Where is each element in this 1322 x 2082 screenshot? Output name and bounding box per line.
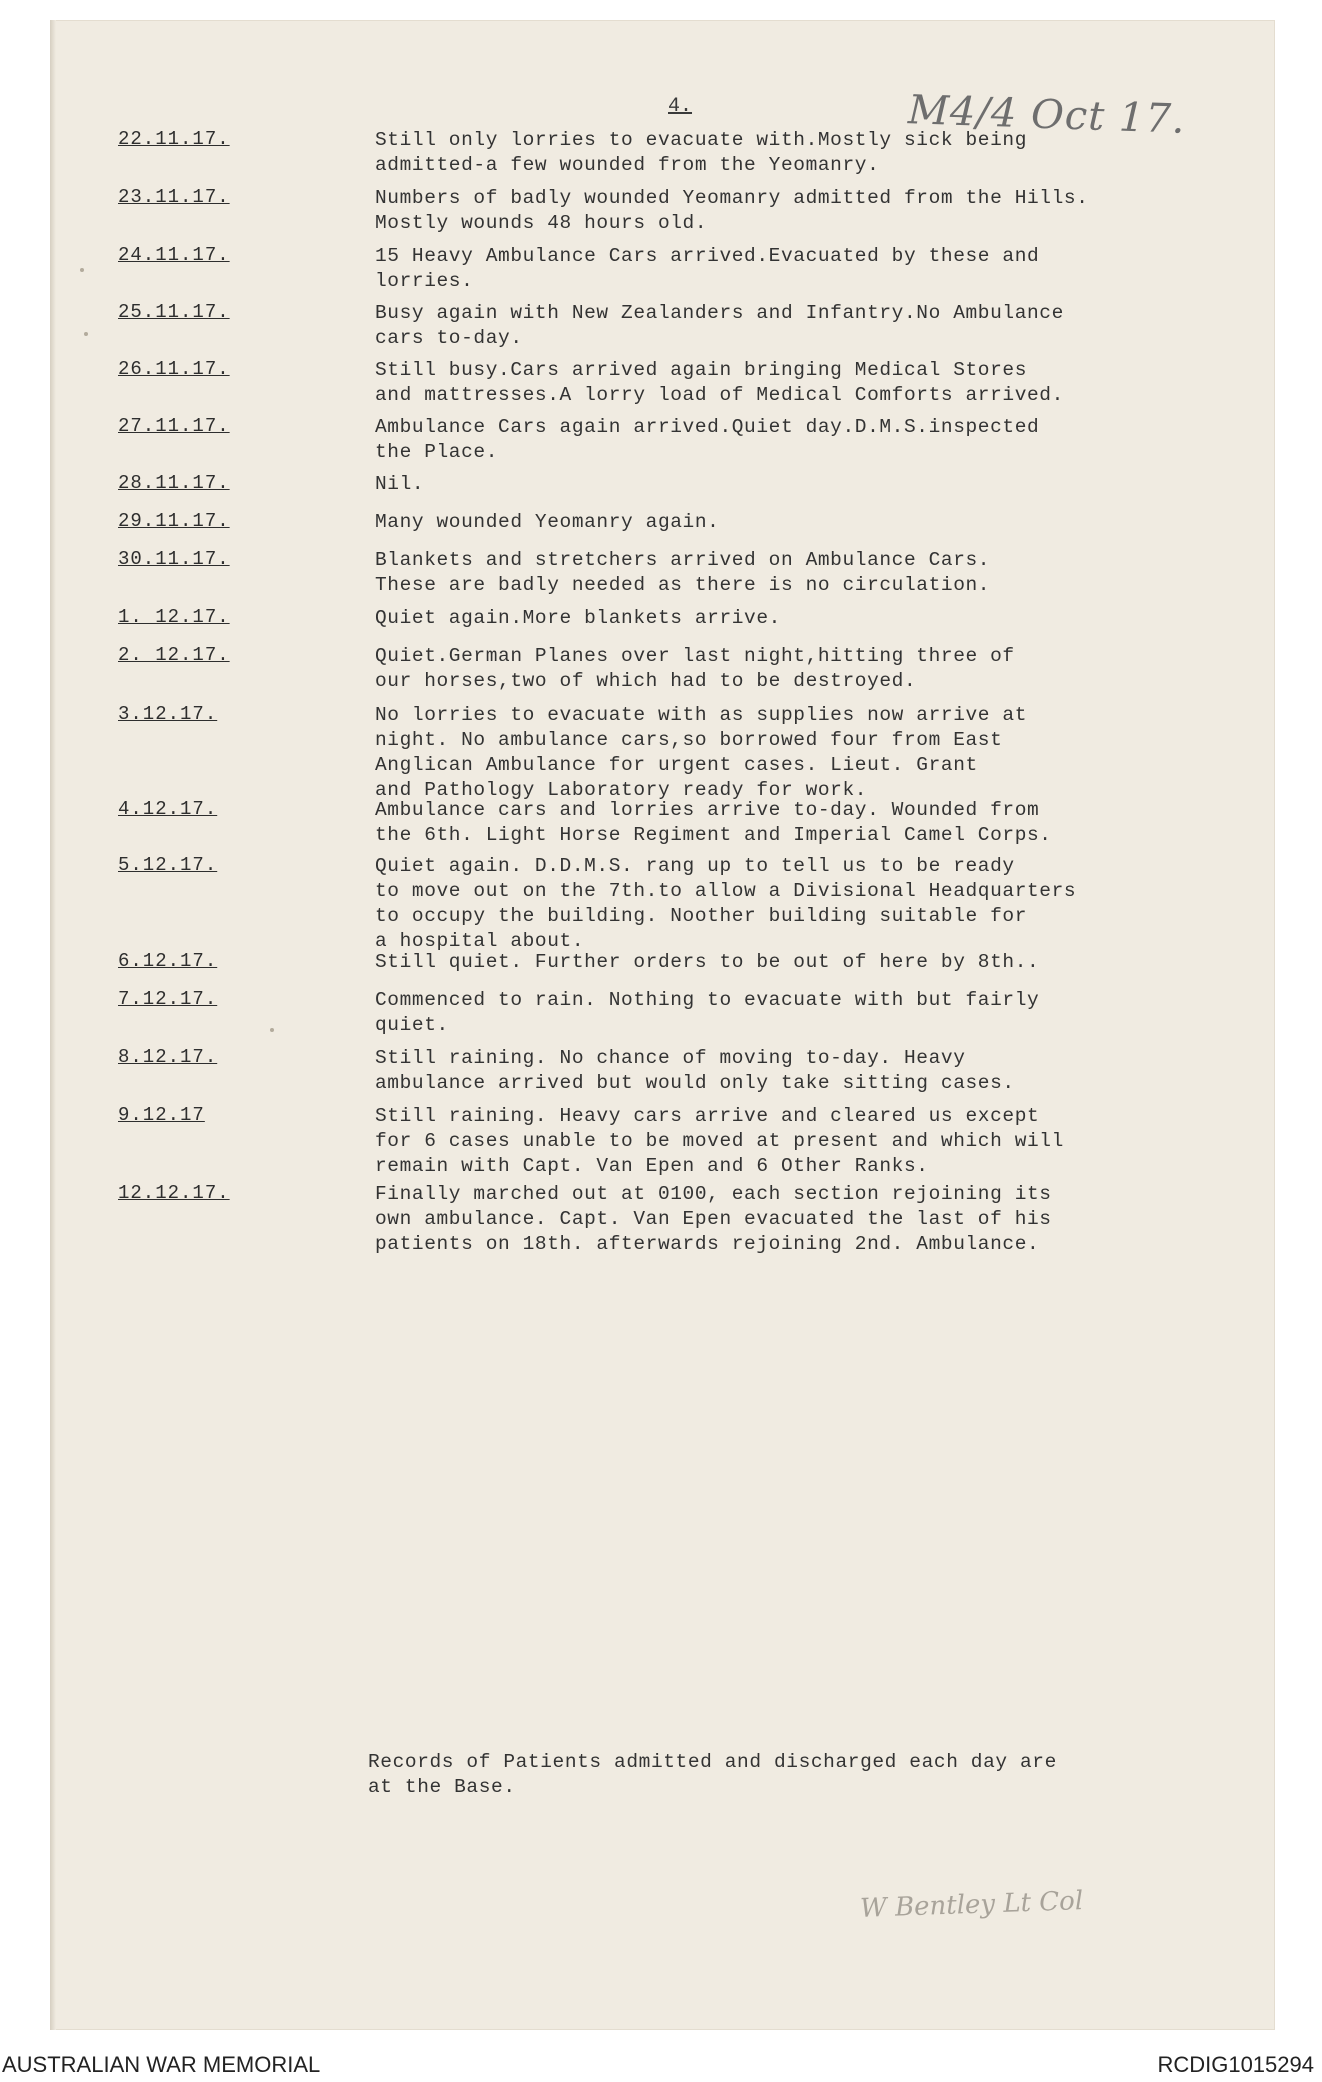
entry-date: 5.12.17. <box>118 854 218 876</box>
entry-text: Still busy.Cars arrived again bringing Medical Stores and mattresses.A lorry load of Medical Comforts arrived. <box>375 359 1064 406</box>
entry-date: 25.11.17. <box>118 301 230 323</box>
entry-date: 12.12.17. <box>118 1182 230 1204</box>
entry-date: 24.11.17. <box>118 244 230 266</box>
entry-text: Quiet.German Planes over last night,hitting three of our horses,two of which had to be destroyed. <box>375 645 1015 692</box>
entry-text: Busy again with New Zealanders and Infantry.No Ambulance cars to-day. <box>375 302 1064 349</box>
archive-reference: RCDIG1015294 <box>1157 2052 1314 2077</box>
entry-text: Still raining. Heavy cars arrive and cleared us except for 6 cases unable to be moved at present and which will remain with Capt. Van Epen and 6 Other Ranks. <box>375 1105 1064 1177</box>
entry-date: 27.11.17. <box>118 415 230 437</box>
entry-text: Quiet again.More blankets arrive. <box>375 607 781 629</box>
entry-text: 15 Heavy Ambulance Cars arrived.Evacuated by these and lorries. <box>375 245 1040 292</box>
paper-speck <box>84 332 88 336</box>
entry-text: Still only lorries to evacuate with.Mostly sick being admitted-a few wounded from the Yeomanry. <box>375 129 1028 176</box>
document-page <box>50 20 1275 2030</box>
entry-text: Numbers of badly wounded Yeomanry admitted from the Hills. Mostly wounds 48 hours old. <box>375 187 1089 234</box>
page-number: 4. <box>668 95 693 118</box>
handwritten-reference-note: M4/4 Oct 17. <box>907 87 1187 143</box>
entry-text: Finally marched out at 0100, each section rejoining its own ambulance. Capt. Van Epen evacuated the last of his patients on 18th. afterwards rejoining 2nd. Ambulance. <box>375 1183 1052 1255</box>
entry-text: Nil. <box>375 473 425 495</box>
entry-text: Still raining. No chance of moving to-day. Heavy ambulance arrived but would only take sitting cases. <box>375 1047 1015 1094</box>
entry-date: 8.12.17. <box>118 1046 218 1068</box>
entry-text: Quiet again. D.D.M.S. rang up to tell us to be ready to move out on the 7th.to allow a Divisional Headquarters to occupy the building. Noother building suitable for a hospital about. <box>375 855 1077 952</box>
entry-text: Ambulance Cars again arrived.Quiet day.D.M.S.inspected the Place. <box>375 416 1040 463</box>
entry-date: 30.11.17. <box>118 548 230 570</box>
paper-speck <box>80 268 84 272</box>
entry-date: 4.12.17. <box>118 798 218 820</box>
entry-date: 26.11.17. <box>118 358 230 380</box>
entry-date: 2. 12.17. <box>118 644 230 666</box>
entry-date: 29.11.17. <box>118 510 230 532</box>
paper-speck <box>270 1028 274 1032</box>
archive-name: AUSTRALIAN WAR MEMORIAL <box>2 2052 321 2077</box>
entry-date: 22.11.17. <box>118 128 230 150</box>
archive-footer <box>0 2044 1322 2082</box>
entry-text: Ambulance cars and lorries arrive to-day. Wounded from the 6th. Light Horse Regiment and Imperial Camel Corps. <box>375 799 1052 846</box>
entry-date: 9.12.17 <box>118 1104 205 1126</box>
entry-text: Commenced to rain. Nothing to evacuate with but fairly quiet. <box>375 989 1040 1036</box>
entry-text: Still quiet. Further orders to be out of here by 8th.. <box>375 951 1040 973</box>
paper-edge <box>50 20 56 2030</box>
entry-date: 6.12.17. <box>118 950 218 972</box>
signature: W Bentley Lt Col <box>859 1886 1084 1924</box>
entry-date: 23.11.17. <box>118 186 230 208</box>
entry-text: Many wounded Yeomanry again. <box>375 511 720 533</box>
entry-date: 28.11.17. <box>118 472 230 494</box>
entry-text: Blankets and stretchers arrived on Ambulance Cars. These are badly needed as there is no circulation. <box>375 549 991 596</box>
entry-date: 7.12.17. <box>118 988 218 1010</box>
entry-date: 3.12.17. <box>118 703 218 725</box>
records-footnote: Records of Patients admitted and discharged each day are at the Base. <box>368 1751 1057 1798</box>
entry-date: 1. 12.17. <box>118 606 230 628</box>
entry-text: No lorries to evacuate with as supplies now arrive at night. No ambulance cars,so borrowed four from East Anglican Ambulance for urgent cases. Lieut. Grant and Pathology Laboratory ready for work. <box>375 704 1028 801</box>
